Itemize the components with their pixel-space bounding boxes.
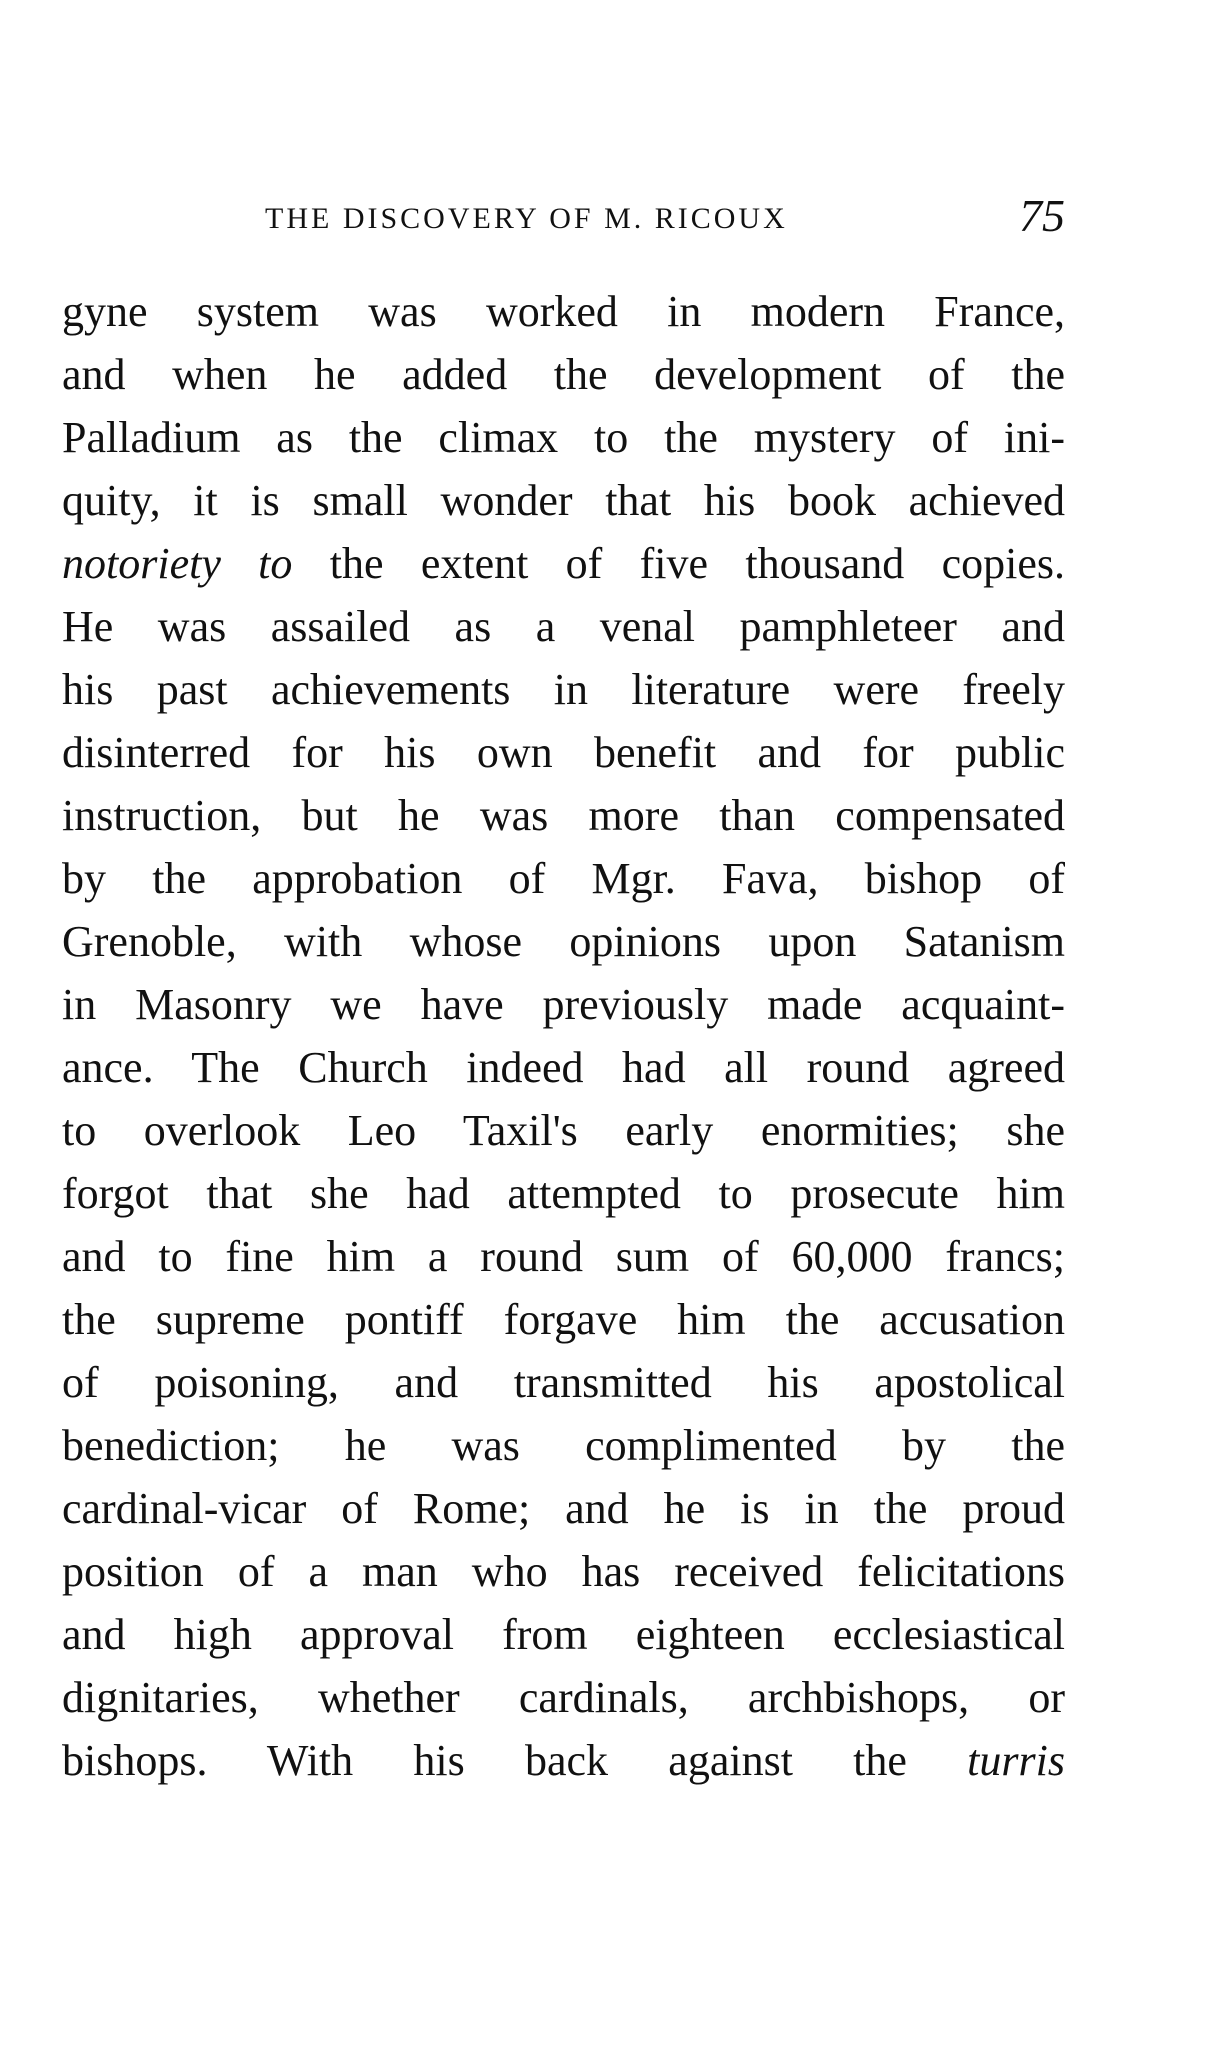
text-line-12: in Masonry we have previously made acquaint- [62,980,1065,1029]
text-line-4: quity, it is small wonder that his book achieved [62,476,1065,525]
body-text [62,280,1065,1792]
text-line-24-main: bishops. With his back against the [62,1736,907,1785]
text-line-3: Palladium as the climax to the mystery of ini- [62,413,1065,462]
text-line-24 [62,1729,1065,1792]
text-line-14: to overlook Leo Taxil's early enormities; she [62,1106,1065,1155]
text-line-2: and when he added the development of the [62,350,1065,399]
text-line-18: of poisoning, and transmitted his apostolical [62,1358,1065,1407]
italic-word: turris [967,1736,1065,1785]
text-line-20: cardinal-vicar of Rome; and he is in the proud [62,1484,1065,1533]
running-title: THE DISCOVERY OF M. RICOUX [265,202,788,235]
text-line-8: disinterred for his own benefit and for public [62,728,1065,777]
italic-phrase: notoriety to [62,539,293,588]
text-line-17: the supreme pontiff forgave him the accusation [62,1295,1065,1344]
text-line-21: position of a man who has received felicitations [62,1547,1065,1596]
text-line-23: dignitaries, whether cardinals, archbishops, or [62,1673,1065,1722]
text-line-13: ance. The Church indeed had all round agreed [62,1043,1065,1092]
text-line-15: forgot that she had attempted to prosecute him [62,1169,1065,1218]
text-line-5: notoriety to the extent of five thousand copies. [62,539,1065,588]
text-line-16: and to fine him a round sum of 60,000 francs; [62,1232,1065,1281]
page-number: 75 [1019,190,1065,241]
text-line-9: instruction, but he was more than compensated [62,791,1065,840]
running-head [265,190,1065,242]
text-line-19: benediction; he was complimented by the [62,1421,1065,1470]
text-line-11: Grenoble, with whose opinions upon Satanism [62,917,1065,966]
text-line-7: his past achievements in literature were freely [62,665,1065,714]
text-line-10: by the approbation of Mgr. Fava, bishop of [62,854,1065,903]
text-line-1: gyne system was worked in modern France, [62,287,1065,336]
text-line-6: He was assailed as a venal pamphleteer and [62,602,1065,651]
text-line-22: and high approval from eighteen ecclesiastical [62,1610,1065,1659]
